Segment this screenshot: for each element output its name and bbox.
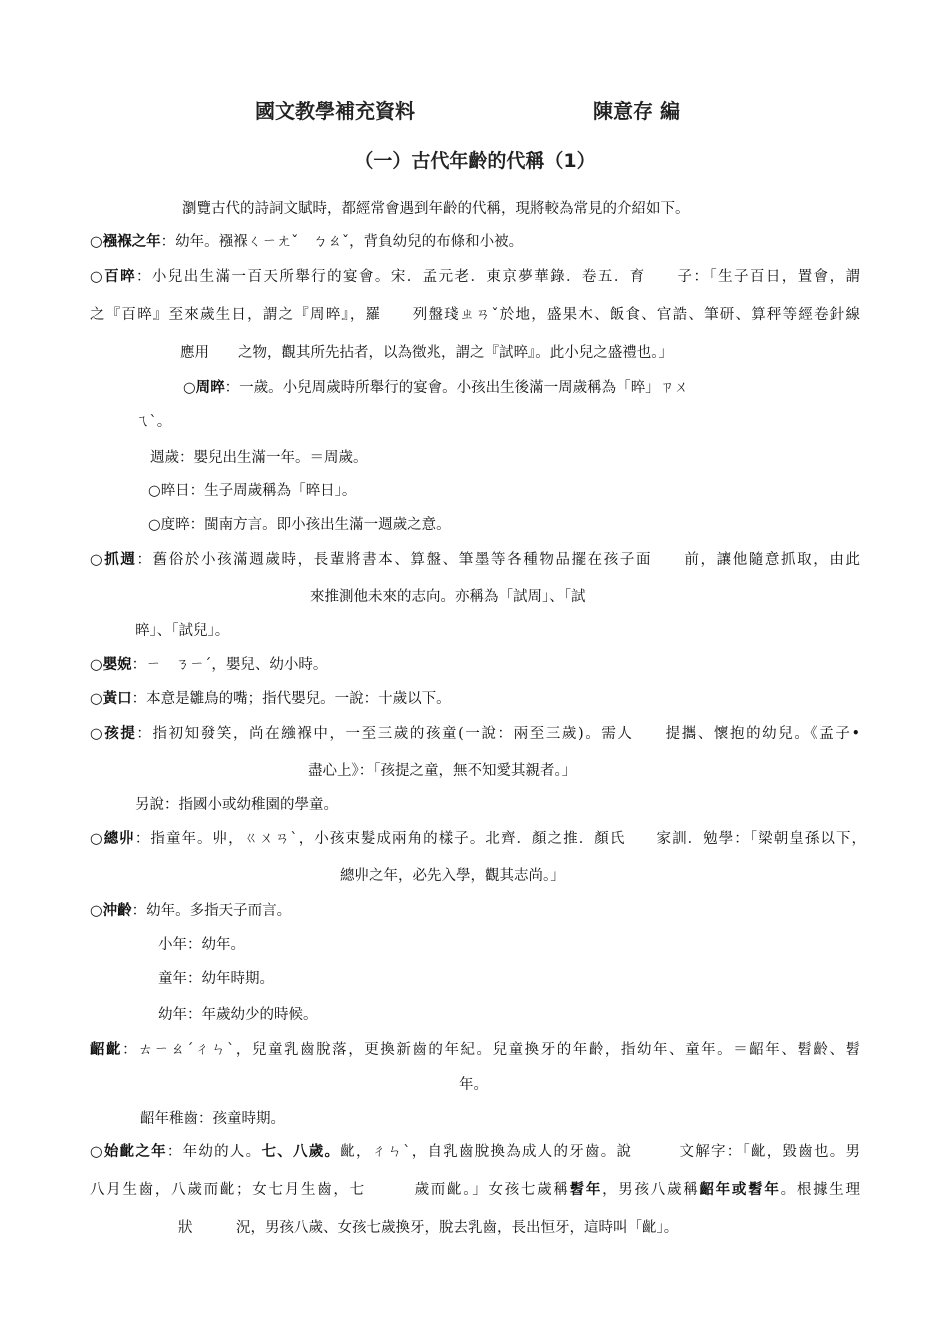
entry-text: ：幼年。多指天子而言。: [131, 903, 292, 919]
entry-text: 齔，ㄔㄣˋ，自乳齒脫換為成人的牙齒。說 文解字：「齔，毀齒也。男: [340, 1144, 861, 1160]
sub-entry: 週歲：嬰兒出生滿一年。＝周歲。: [150, 450, 368, 466]
entry-term: 齠齔: [90, 1041, 123, 1058]
entry-term: ○黃口: [90, 690, 132, 707]
entry-text-line: 總丱之年，必先入學，觀其志尚。」: [340, 868, 565, 884]
entry-tiaochen: [90, 1040, 860, 1060]
author: 陳意存 編: [593, 99, 680, 123]
entry-term: ○襁褓之年: [90, 233, 161, 250]
entry-text: 。根據生理: [780, 1182, 861, 1198]
entry-text: ：小兒出生滿一百天所舉行的宴會。宋．孟元老．東京夢華錄．卷五．育 子：「生子百日，置會，謂: [135, 269, 861, 285]
entry-term: ○總丱: [90, 830, 135, 847]
entry-text: ：ㄧ ㄋㄧˊ，嬰兒、幼小時。: [131, 657, 328, 673]
entry-emphasis: 齠年或髫年: [699, 1181, 781, 1198]
entry-text: ：幼年。襁褓ㄑㄧㄤˇ ㄅㄠˇ，背負幼兒的布條和小被。: [160, 234, 524, 250]
entry-yingni: [90, 655, 327, 675]
entry-text-line: 年。: [459, 1077, 488, 1093]
entry-term: ○百晬: [90, 268, 136, 285]
entry-emphasis: 七、八歲。: [261, 1143, 341, 1160]
entry-text-line: ㄟˋ。: [135, 414, 172, 430]
entry-term: ○孩提: [90, 725, 137, 742]
entry-term: ○沖齡: [90, 902, 132, 919]
entry-huangkou: [90, 689, 451, 709]
entry-text: ：本意是雛鳥的嘴；指代嬰兒。一說：十歲以下。: [131, 691, 451, 707]
entry-zongguan: [90, 829, 866, 849]
section-title: （一）古代年齡的代稱（1）: [354, 150, 596, 172]
entry-text: ：ㄊㄧㄠˊㄔㄣˋ，兒童乳齒脫落，更換新齒的年紀。兒童換牙的年齡，指幼年、童年。＝齠年、髫齡、髫: [122, 1042, 861, 1058]
entry-emphasis: 髫年: [569, 1181, 603, 1198]
entry-text: ：舊俗於小孩滿週歲時，長輩將書本、算盤、筆墨等各種物品擺在孩子面 前，讓他隨意抓取，由此: [136, 552, 860, 568]
doc-title: 國文教學補充資料: [255, 99, 415, 123]
entry-text: ：指初知發笑，尚在繈褓中，一至三歲的孩童(一說：兩至三歲)。需人 提攜、懷抱的幼兒。《孟子•: [136, 726, 860, 742]
intro-text: 瀏覽古代的詩詞文賦時，都經常會遇到年齡的代稱，現將較為常見的介紹如下。: [182, 201, 690, 217]
entry-chongling: [90, 901, 291, 921]
entry-text-line: [90, 1180, 860, 1200]
entry-text: ：指童年。丱，ㄍㄨㄢˋ，小孩束髮成兩角的樣子。北齊．顏之推．顏氏 家訓．勉學：「梁朝皇孫以下，: [134, 831, 866, 847]
sub-entry: ○晬日：生子周歲稱為「晬日」。: [148, 483, 357, 499]
sub-entry: 童年：幼年時期。: [158, 971, 274, 987]
entry-zhouzui: [183, 378, 689, 398]
sub-entry: 小年：幼年。: [158, 937, 245, 953]
entry-term: ○嬰婗: [90, 656, 132, 673]
entry-text-line: 晬」、「試兒」。: [135, 623, 230, 639]
entry-shichen: [90, 1142, 860, 1162]
sub-entry: 齠年稚齒：孩童時期。: [140, 1111, 285, 1127]
sub-entry: 另說：指國小或幼稚園的學童。: [135, 797, 338, 813]
entry-term: ○始齔之年: [90, 1143, 167, 1160]
entry-zhuazhou: [90, 550, 860, 570]
entry-term: ○抓週: [90, 551, 137, 568]
entry-text: ：一歲。小兒周歲時所舉行的宴會。小孩出生後滿一周歲稱為「晬」ㄗㄨ: [224, 380, 689, 396]
entry-text-line: 盡心上》：「孩提之童，無不知愛其親者。」: [308, 763, 577, 779]
entry-text: ：年幼的人。: [166, 1144, 262, 1160]
sub-entry: 幼年：年歲幼少的時候。: [158, 1007, 318, 1023]
entry-text: 八月生齒，八歲而齔；女七月生齒，七 歲而齔。」女孩七歲稱: [90, 1182, 570, 1198]
entry-baizui: [90, 267, 860, 287]
sub-entry: ○度晬：閩南方言。即小孩出生滿一週歲之意。: [148, 517, 451, 533]
entry-text: ，男孩八歲稱: [602, 1182, 700, 1198]
entry-text-line: 狀 況，男孩八歲、女孩七歲換牙，脫去乳齒，長出恒牙，這時叫「齔」。: [178, 1220, 679, 1236]
entry-text-line: 應用 之物，觀其所先拈者，以為徵兆，謂之『試晬』。此小兒之盛禮也。」: [180, 345, 673, 361]
entry-haiti: [90, 724, 860, 744]
entry-term: ○周晬: [183, 379, 225, 396]
entry-text-line: 來推測他未來的志向。亦稱為「試周」、「試: [310, 589, 586, 605]
entry-qiangbao: [90, 232, 523, 252]
entry-text-line: 之『百晬』至來歲生日，謂之『周晬』，羅 列盤琖ㄓㄢˇ於地，盛果木、飯食、官誥、筆研、算秤等經卷針線: [90, 307, 860, 323]
